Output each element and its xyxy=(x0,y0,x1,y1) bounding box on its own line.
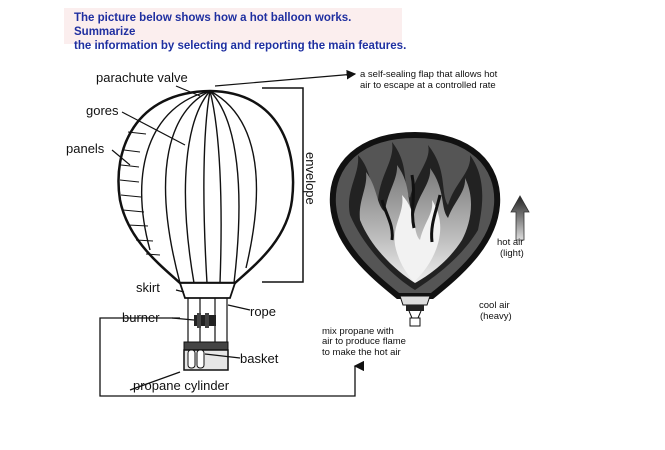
hot-air-rising-arrow xyxy=(511,196,529,240)
annotation-flap-line-2: air to escape at a controlled rate xyxy=(360,80,496,91)
balloon-burner xyxy=(194,313,216,328)
annotation-hot-air-line-2: (light) xyxy=(500,248,524,259)
balloon-skirt xyxy=(180,283,235,298)
annotation-propane-line-2: air to produce flame xyxy=(322,336,406,347)
label-rope: rope xyxy=(250,304,277,319)
label-basket: basket xyxy=(240,351,279,366)
label-gores: gores xyxy=(86,103,119,118)
task-prompt-line-2: the information by selecting and reporting the main features. xyxy=(74,40,407,52)
right-balloon-skirt xyxy=(400,296,430,305)
annotation-hot-air-line-1: hot air xyxy=(497,237,524,248)
label-panels: panels xyxy=(66,141,105,156)
annotation-cool-air-line-2: (heavy) xyxy=(480,311,512,322)
right-balloon-basket xyxy=(410,318,420,326)
label-parachute-valve: parachute valve xyxy=(96,70,188,85)
annotation-propane-line-1: mix propane with xyxy=(322,326,394,337)
annotation-propane-line-3: to make the hot air xyxy=(322,347,401,358)
label-skirt: skirt xyxy=(136,280,160,295)
right-balloon-burner xyxy=(406,305,424,311)
annotation-flap-line-1: a self-sealing flap that allows hot xyxy=(360,69,498,80)
annotation-cool-air-line-1: cool air xyxy=(479,300,510,311)
task-prompt-line-1: The picture below shows how a hot balloon works. Summarize xyxy=(74,12,352,38)
label-envelope: envelope xyxy=(303,152,318,205)
label-propane-cylinder: propane cylinder xyxy=(133,378,230,393)
label-burner: burner xyxy=(122,310,160,325)
right-balloon xyxy=(322,135,529,358)
